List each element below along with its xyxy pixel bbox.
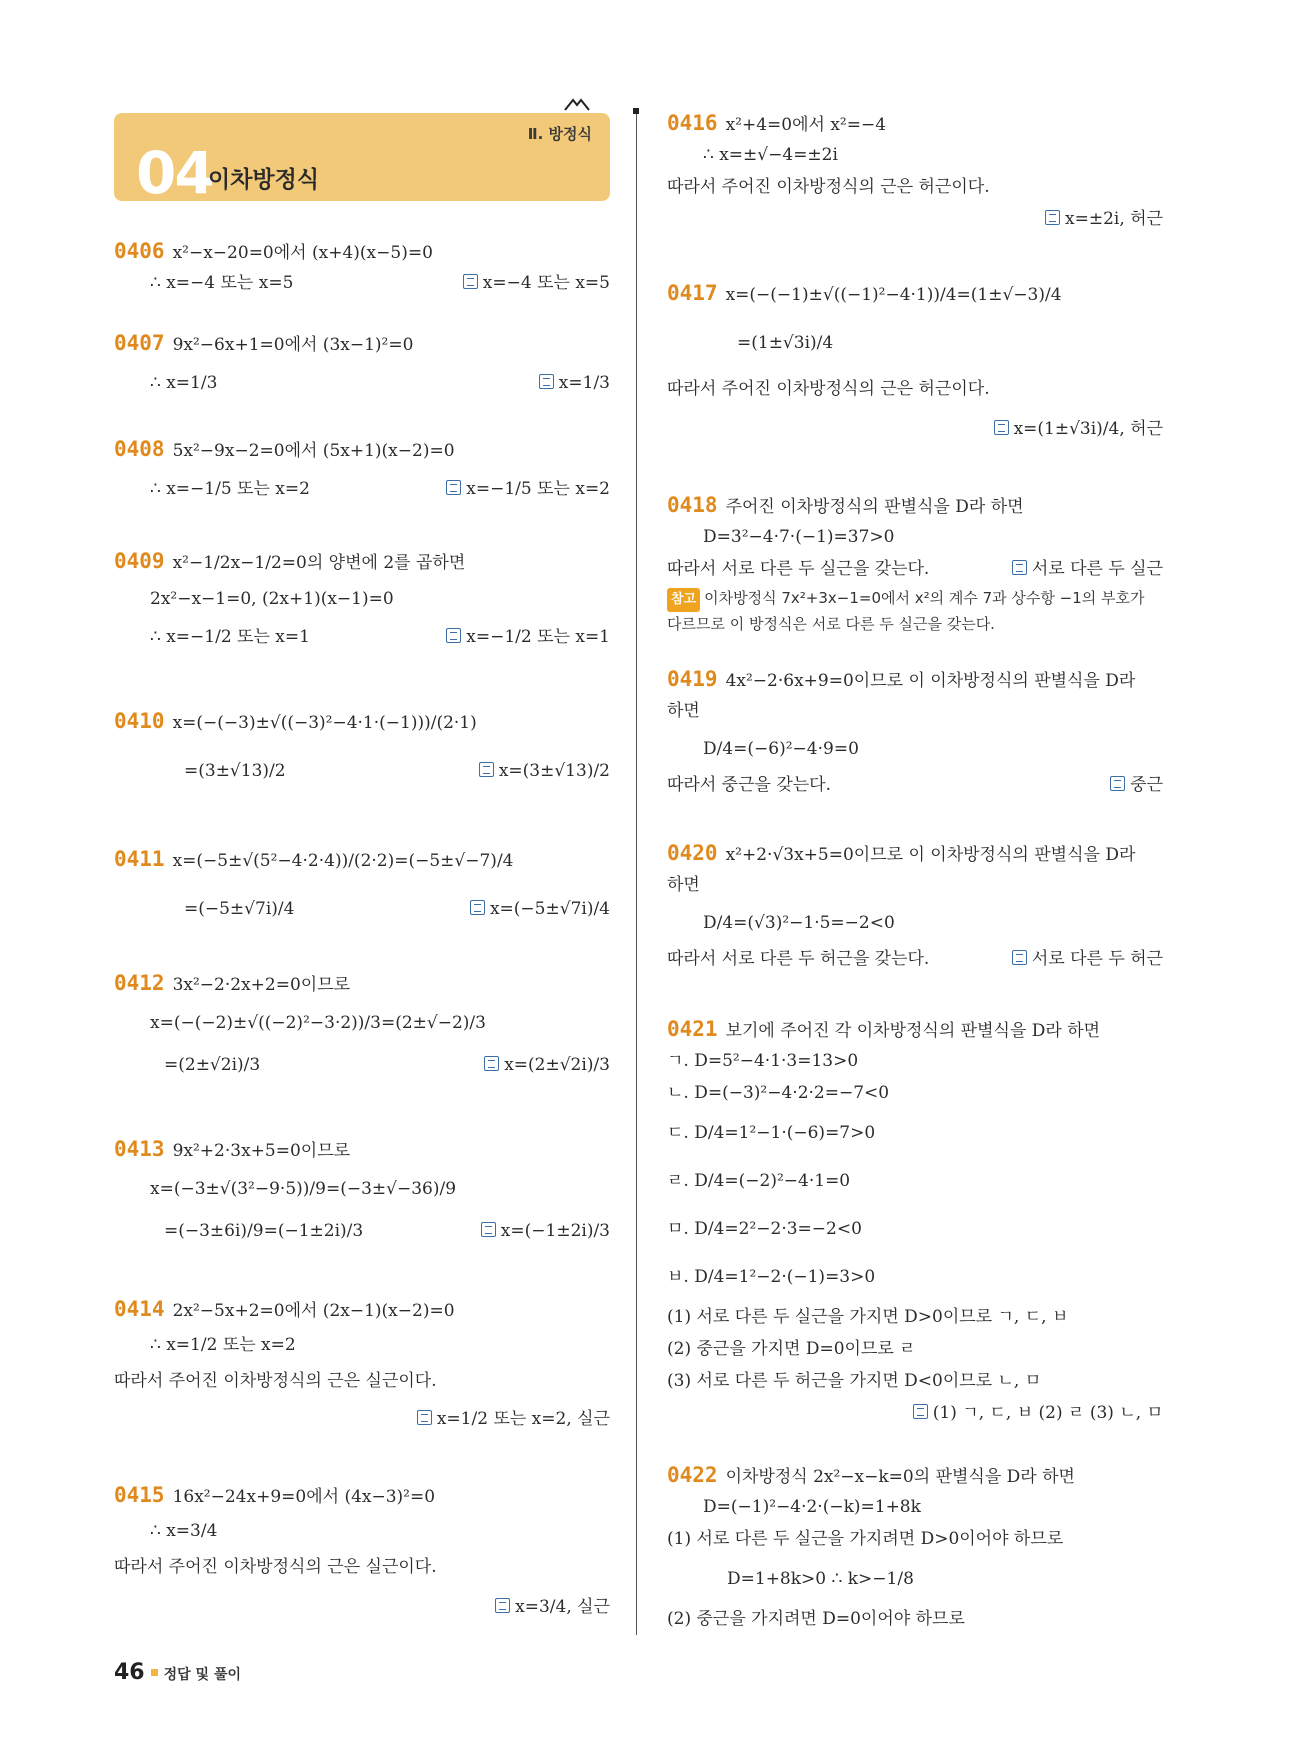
solution-line: 주어진 이차방정식의 판별식을 D라 하면 <box>725 497 1024 517</box>
problem-id: 0415 <box>114 1483 165 1507</box>
problem-0412 <box>114 972 610 1092</box>
answer <box>1110 774 1163 796</box>
solution-line: ∴ x=3/4 <box>150 1521 218 1541</box>
chapter-number: 04 <box>136 139 213 207</box>
solution-line: 2x²−x−1=0, (2x+1)(x−1)=0 <box>150 589 394 609</box>
solution-line: (3) 서로 다른 두 허근을 가지면 D<0이므로 ㄴ, ㅁ <box>667 1371 1042 1391</box>
answer-box-icon <box>446 628 461 643</box>
solution-line: 따라서 서로 다른 두 허근을 갖는다. <box>667 949 930 969</box>
note-badge: 참고 <box>667 588 700 612</box>
solution-line: ∴ x=−1/5 또는 x=2 <box>150 479 310 499</box>
problem-0411 <box>114 848 610 938</box>
solution-line: =(−3±6i)/9=(−1±2i)/3 <box>164 1221 364 1241</box>
answer-text: x=1/2 또는 x=2, 실근 <box>436 1409 610 1429</box>
answer-text: x=1/3 <box>558 373 610 393</box>
answer-text: x=−4 또는 x=5 <box>482 273 610 293</box>
chapter-header <box>114 113 610 207</box>
solution-line: (2) 중근을 가지려면 D=0이어야 하므로 <box>667 1609 965 1629</box>
answer <box>446 626 610 648</box>
solution-line: 따라서 주어진 이차방정식의 근은 허근이다. <box>667 379 990 399</box>
solution-line: ㄹ. D/4=(−2)²−4·1=0 <box>667 1171 851 1191</box>
problem-0419 <box>667 668 1163 808</box>
solution-line: 따라서 중근을 갖는다. <box>667 775 832 795</box>
answer-text: 중근 <box>1130 775 1163 795</box>
answer-box-icon <box>495 1598 510 1613</box>
solution-line: 3x²−2·2x+2=0이므로 <box>172 975 351 995</box>
solution-line: 하면 <box>667 875 700 895</box>
answer-text: x=(2±√2i)/3 <box>504 1055 610 1075</box>
solution-line: =(3±√13)/2 <box>184 761 286 781</box>
answer-box-icon <box>1110 776 1125 791</box>
problem-id: 0422 <box>667 1463 718 1487</box>
answer <box>484 1054 610 1076</box>
solution-line: (1) 서로 다른 두 실근을 가지려면 D>0이어야 하므로 <box>667 1529 1064 1549</box>
answer-box-icon <box>481 1222 496 1237</box>
solution-line: 따라서 서로 다른 두 실근을 갖는다. <box>667 559 930 579</box>
answer <box>417 1408 610 1430</box>
solution-line: ㄱ. D=5²−4·1·3=13>0 <box>667 1051 859 1071</box>
problem-id: 0420 <box>667 841 718 865</box>
solution-line: 따라서 주어진 이차방정식의 근은 허근이다. <box>667 177 990 197</box>
answer-box-icon <box>994 420 1009 435</box>
answer-text: x=(−5±√7i)/4 <box>489 899 610 919</box>
section-label: Ⅱ. 방정식 <box>527 125 592 143</box>
solution-line: 따라서 주어진 이차방정식의 근은 실근이다. <box>114 1371 437 1391</box>
answer <box>539 372 610 394</box>
solution-line: x=(−(−2)±√((−2)²−3·2))/3=(2±√−2)/3 <box>150 1013 486 1033</box>
answer <box>994 418 1163 440</box>
problem-0422 <box>667 1464 1163 1634</box>
problem-0415 <box>114 1484 610 1634</box>
problem-0414 <box>114 1298 610 1448</box>
solution-line: =(2±√2i)/3 <box>164 1055 261 1075</box>
problem-id: 0413 <box>114 1137 165 1161</box>
problem-id: 0407 <box>114 331 165 355</box>
solution-line: x²−x−20=0에서 (x+4)(x−5)=0 <box>172 243 433 263</box>
problem-id: 0412 <box>114 971 165 995</box>
solution-line: ∴ x=±√−4=±2i <box>703 145 838 165</box>
solution-line: 16x²−24x+9=0에서 (4x−3)²=0 <box>172 1487 436 1507</box>
solution-line: 하면 <box>667 701 700 721</box>
answer-box-icon <box>1045 210 1060 225</box>
answer-box-icon <box>484 1056 499 1071</box>
footer-label: 정답 및 풀이 <box>163 1667 241 1683</box>
answer-text: 서로 다른 두 허근 <box>1031 949 1163 969</box>
answer-box-icon <box>913 1404 928 1419</box>
solution-line: ㄴ. D=(−3)²−4·2·2=−7<0 <box>667 1083 890 1103</box>
problem-id: 0406 <box>114 239 165 263</box>
answer-text: 서로 다른 두 실근 <box>1031 559 1163 579</box>
answer-box-icon <box>417 1410 432 1425</box>
problem-id: 0416 <box>667 111 718 135</box>
problem-id: 0409 <box>114 549 165 573</box>
solution-line: =(−5±√7i)/4 <box>184 899 295 919</box>
problem-0413 <box>114 1138 610 1258</box>
problem-id: 0414 <box>114 1297 165 1321</box>
answer-text: x=3/4, 실근 <box>515 1597 610 1617</box>
answer-box-icon <box>539 374 554 389</box>
answer-text: (1) ㄱ, ㄷ, ㅂ (2) ㄹ (3) ㄴ, ㅁ <box>932 1403 1163 1423</box>
solution-line: 9x²−6x+1=0에서 (3x−1)²=0 <box>172 335 414 355</box>
page-number: 46 <box>114 1660 145 1685</box>
solution-line: ㄷ. D/4=1²−1·(−6)=7>0 <box>667 1123 876 1143</box>
solution-line: (1) 서로 다른 두 실근을 가지면 D>0이므로 ㄱ, ㄷ, ㅂ <box>667 1307 1069 1327</box>
answer <box>470 898 610 920</box>
solution-line: ∴ x=1/2 또는 x=2 <box>150 1335 296 1355</box>
problem-0407 <box>114 332 610 402</box>
solution-line: D=1+8k>0 ∴ k>−1/8 <box>727 1569 914 1589</box>
problem-id: 0410 <box>114 709 165 733</box>
answer <box>913 1402 1163 1424</box>
problem-id: 0419 <box>667 667 718 691</box>
answer <box>481 1220 610 1242</box>
solution-line: 5x²−9x−2=0에서 (5x+1)(x−2)=0 <box>172 441 455 461</box>
answer-box-icon <box>1012 560 1027 575</box>
problem-id: 0421 <box>667 1017 718 1041</box>
answer-box-icon <box>1012 950 1027 965</box>
solution-line: 9x²+2·3x+5=0이므로 <box>172 1141 351 1161</box>
solution-line: 따라서 주어진 이차방정식의 근은 실근이다. <box>114 1557 437 1577</box>
answer-text: x=(1±√3i)/4, 허근 <box>1013 419 1163 439</box>
problem-0406 <box>114 240 610 300</box>
answer-box-icon <box>470 900 485 915</box>
solution-line: x=(−(−1)±√((−1)²−4·1))/4=(1±√−3)/4 <box>725 285 1062 305</box>
answer-text: x=−1/5 또는 x=2 <box>466 479 610 499</box>
footer-marker-icon <box>151 1669 158 1676</box>
solution-line: ㅁ. D/4=2²−2·3=−2<0 <box>667 1219 862 1239</box>
answer <box>463 272 610 294</box>
answer-text: x=(−1±2i)/3 <box>500 1221 610 1241</box>
problem-0421 <box>667 1018 1163 1438</box>
problem-0418 <box>667 494 1163 644</box>
problem-0410 <box>114 710 610 800</box>
answer <box>1012 948 1163 970</box>
answer-text: x=−1/2 또는 x=1 <box>466 627 610 647</box>
solution-line: =(1±√3i)/4 <box>737 333 834 353</box>
solution-line: 4x²−2·6x+9=0이므로 이 이차방정식의 판별식을 D라 <box>725 671 1136 691</box>
chevron-up-icon <box>563 96 591 112</box>
note <box>667 586 1163 636</box>
solution-line: ∴ x=−4 또는 x=5 <box>150 273 294 293</box>
solution-line: D=(−1)²−4·2·(−k)=1+8k <box>703 1497 921 1517</box>
problem-0420 <box>667 842 1163 982</box>
solution-line: 2x²−5x+2=0에서 (2x−1)(x−2)=0 <box>172 1301 455 1321</box>
solution-line: D/4=(−6)²−4·9=0 <box>703 739 859 759</box>
problem-id: 0408 <box>114 437 165 461</box>
solution-line: x=(−3±√(3²−9·5))/9=(−3±√−36)/9 <box>150 1179 457 1199</box>
answer-text: x=±2i, 허근 <box>1065 209 1163 229</box>
problem-0417 <box>667 282 1163 452</box>
answer <box>479 760 610 782</box>
problem-0416 <box>667 112 1163 232</box>
page-footer <box>114 1660 241 1685</box>
answer-box-icon <box>446 480 461 495</box>
problem-id: 0417 <box>667 281 718 305</box>
solution-line: x=(−(−3)±√((−3)²−4·1·(−1)))/(2·1) <box>172 713 477 733</box>
chapter-title: 이차방정식 <box>208 167 320 193</box>
solution-line: 이차방정식 2x²−x−k=0의 판별식을 D라 하면 <box>725 1467 1075 1487</box>
problem-id: 0411 <box>114 847 165 871</box>
solution-line: D=3²−4·7·(−1)=37>0 <box>703 527 895 547</box>
problem-0409 <box>114 550 610 660</box>
answer <box>446 478 610 500</box>
column-divider <box>636 110 637 1635</box>
solution-line: 보기에 주어진 각 이차방정식의 판별식을 D라 하면 <box>725 1021 1101 1041</box>
problem-0408 <box>114 438 610 508</box>
solution-line: x²−1/2x−1/2=0의 양변에 2를 곱하면 <box>172 553 466 573</box>
answer-text: x=(3±√13)/2 <box>498 761 610 781</box>
problem-id: 0418 <box>667 493 718 517</box>
answer-box-icon <box>479 762 494 777</box>
solution-line: x²+4=0에서 x²=−4 <box>725 115 887 135</box>
answer <box>495 1596 610 1618</box>
divider-marker <box>633 108 639 114</box>
solution-line: D/4=(√3)²−1·5=−2<0 <box>703 913 895 933</box>
solution-line: x=(−5±√(5²−4·2·4))/(2·2)=(−5±√−7)/4 <box>172 851 514 871</box>
solution-line: (2) 중근을 가지면 D=0이므로 ㄹ <box>667 1339 916 1359</box>
solution-line: ㅂ. D/4=1²−2·(−1)=3>0 <box>667 1267 876 1287</box>
answer <box>1012 558 1163 580</box>
solution-line: ∴ x=1/3 <box>150 373 218 393</box>
solution-line: ∴ x=−1/2 또는 x=1 <box>150 627 310 647</box>
answer <box>1045 208 1163 230</box>
solution-line: x²+2·√3x+5=0이므로 이 이차방정식의 판별식을 D라 <box>725 845 1136 865</box>
note-text: 이차방정식 7x²+3x−1=0에서 x²의 계수 7과 상수항 −1의 부호가 다르므로 이 방정식은 서로 다른 두 실근을 갖는다. <box>667 589 1145 633</box>
answer-box-icon <box>463 274 478 289</box>
